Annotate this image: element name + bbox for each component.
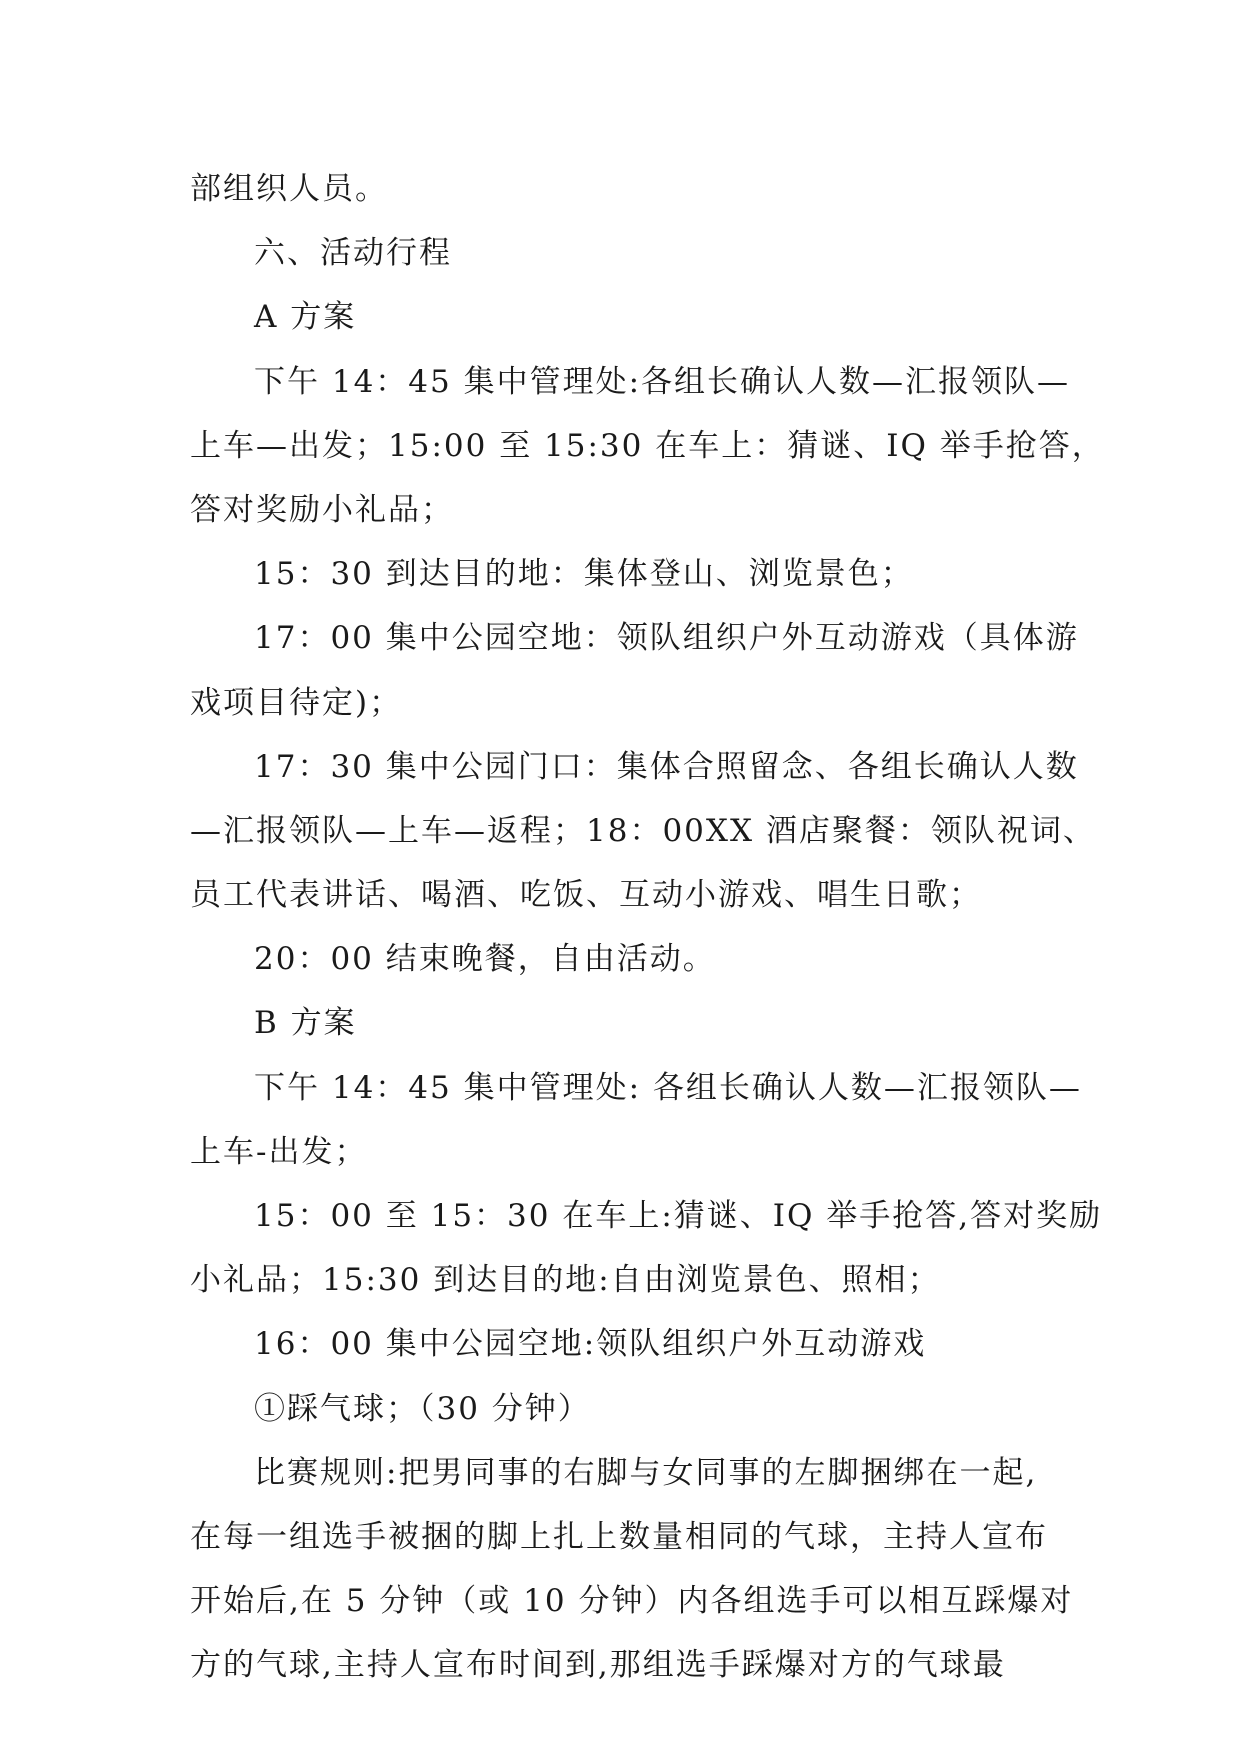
text-line: 小礼品；15:30 到达目的地:自由浏览景色、照相； [190,1262,941,1299]
text-line: 下午 14：45 集中管理处: 各组长确认人数—汇报领队— [254,1069,1082,1106]
text-line: 17：30 集中公园门口：集体合照留念、各组长确认人数 [254,748,1079,785]
text-line: 答对奖励小礼品； [190,491,454,528]
text-line: 员工代表讲话、喝酒、吃饭、互动小游戏、唱生日歌； [190,877,982,914]
text-line: 比赛规则:把男同事的右脚与女同事的左脚捆绑在一起, [254,1454,1038,1491]
text-line: 上车—出发；15:00 至 15:30 在车上：猜谜、IQ 举手抢答， [190,427,1105,464]
text-line: 16：00 集中公园空地:领队组织户外互动游戏 [254,1326,927,1363]
text-line: 下午 14：45 集中管理处:各组长确认人数—汇报领队— [254,363,1071,400]
text-line: 戏项目待定)； [190,684,403,721]
text-line: A 方案 [254,299,357,336]
text-line: —汇报领队—上车—返程；18：00XX 酒店聚餐：领队祝词、 [190,812,1096,849]
text-line: 方的气球,主持人宣布时间到,那组选手踩爆对方的气球最 [190,1647,1006,1684]
text-line: 开始后,在 5 分钟（或 10 分钟）内各组选手可以相互踩爆对 [190,1583,1074,1620]
text-line: 六、活动行程 [254,235,452,272]
text-line: B 方案 [254,1005,357,1042]
text-line: 上车-出发； [190,1133,368,1170]
text-line: 部组织人员。 [190,171,388,207]
text-line: 17：00 集中公园空地：领队组织户外互动游戏（具体游 [254,620,1079,657]
text-line: 15：30 到达目的地：集体登山、浏览景色； [254,556,914,593]
text-line: ①踩气球；（30 分钟） [254,1390,591,1427]
text-line: 20：00 结束晚餐，自由活动。 [254,941,716,978]
document-body [190,157,1105,1698]
text-line: 在每一组选手被捆的脚上扎上数量相同的气球，主持人宣布 [190,1518,1048,1555]
text-line: 15：00 至 15：30 在车上:猜谜、IQ 举手抢答,答对奖励 [254,1198,1103,1234]
